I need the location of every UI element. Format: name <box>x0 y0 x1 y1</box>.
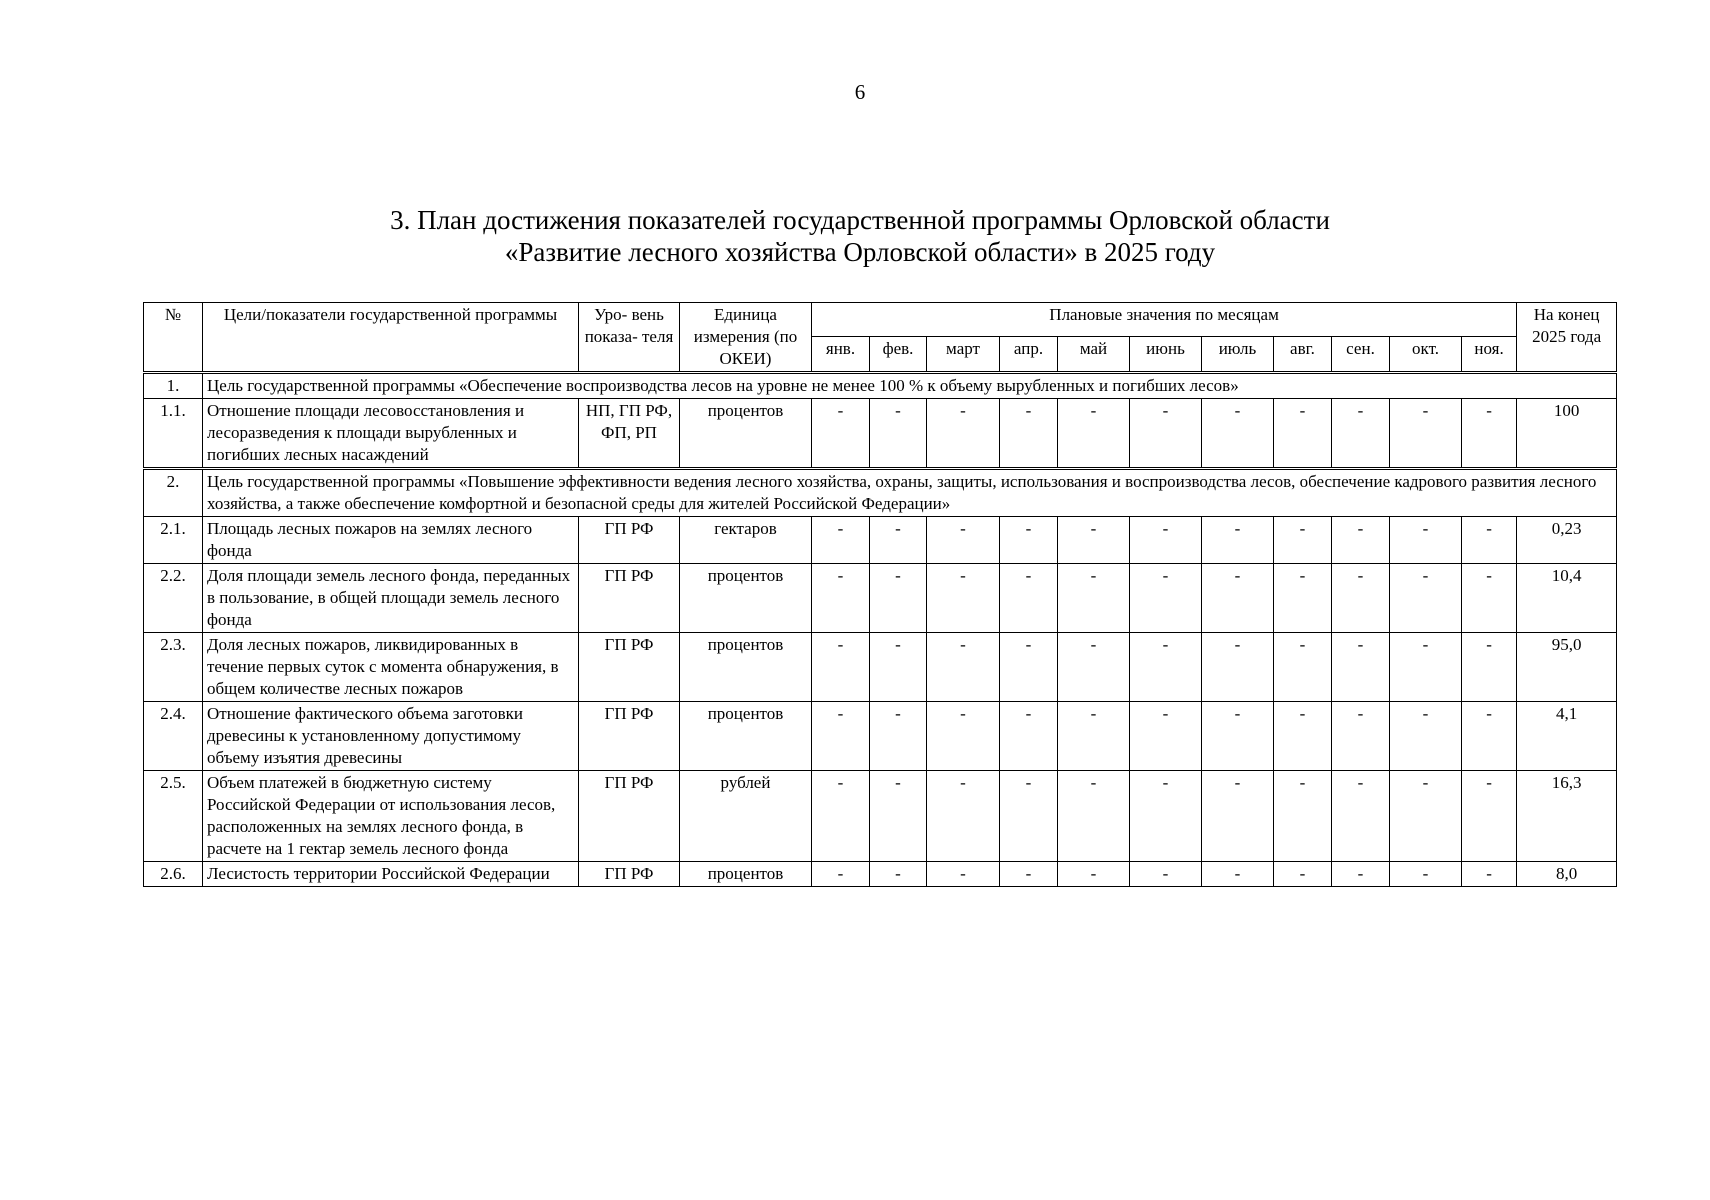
month-value: - <box>1058 862 1130 887</box>
row-number: 2.1. <box>144 517 203 564</box>
header-row <box>144 303 1617 337</box>
row-number: 1.1. <box>144 399 203 469</box>
month-value: - <box>1462 862 1517 887</box>
month-value: - <box>1130 399 1202 469</box>
month-value: - <box>870 564 927 633</box>
month-value: - <box>812 771 870 862</box>
month-value: - <box>1130 862 1202 887</box>
month-value: - <box>1130 633 1202 702</box>
indicator-level: ГП РФ <box>579 564 680 633</box>
document-title <box>0 204 1710 268</box>
indicator-name: Площадь лесных пожаров на землях лесного фонда <box>203 517 579 564</box>
row-number: 2.6. <box>144 862 203 887</box>
month-value: - <box>1390 564 1462 633</box>
month-value: - <box>1000 564 1058 633</box>
row-number: 1. <box>144 373 203 399</box>
month-value: - <box>1202 399 1274 469</box>
month-value: - <box>927 517 1000 564</box>
month-value: - <box>1332 399 1390 469</box>
indicator-unit: процентов <box>680 633 812 702</box>
month-value: - <box>1274 862 1332 887</box>
month-value: - <box>1332 564 1390 633</box>
header-month: апр. <box>1000 337 1058 373</box>
goal-text: Цель государственной программы «Повышение эффективности ведения лесного хозяйства, охраны, защиты, использования и воспроизводства лесов, обеспечение кадрового развития лесного хозяйства, а также обеспечение комфортной и безопасной среды для жителей Российской Федерации» <box>203 469 1617 517</box>
indicator-name: Отношение фактического объема заготовки древесины к установленному допустимому объему изъятия древесины <box>203 702 579 771</box>
month-value: - <box>812 633 870 702</box>
indicator-row <box>144 564 1617 633</box>
month-value: - <box>1274 702 1332 771</box>
year-end-value: 10,4 <box>1517 564 1617 633</box>
header-month: окт. <box>1390 337 1462 373</box>
month-value: - <box>870 517 927 564</box>
indicator-row <box>144 399 1617 469</box>
indicator-unit: процентов <box>680 702 812 771</box>
header-month: июнь <box>1130 337 1202 373</box>
goal-text: Цель государственной программы «Обеспечение воспроизводства лесов на уровне не менее 100 % к объему вырубленных и погибших лесов» <box>203 373 1617 399</box>
header-month: ноя. <box>1462 337 1517 373</box>
month-value: - <box>812 399 870 469</box>
month-value: - <box>1390 771 1462 862</box>
indicator-unit: рублей <box>680 771 812 862</box>
month-value: - <box>1390 399 1462 469</box>
month-value: - <box>1000 771 1058 862</box>
month-value: - <box>870 399 927 469</box>
month-value: - <box>927 399 1000 469</box>
header-goal: Цели/показатели государственной программы <box>203 303 579 373</box>
title-line-2: «Развитие лесного хозяйства Орловской области» в 2025 году <box>504 237 1216 267</box>
header-month: сен. <box>1332 337 1390 373</box>
month-value: - <box>1390 517 1462 564</box>
month-value: - <box>1462 633 1517 702</box>
header-month: янв. <box>812 337 870 373</box>
header-month: май <box>1058 337 1130 373</box>
goal-row <box>144 373 1617 399</box>
month-value: - <box>1058 771 1130 862</box>
month-value: - <box>927 564 1000 633</box>
indicator-level: ГП РФ <box>579 771 680 862</box>
row-number: 2.2. <box>144 564 203 633</box>
header-month: авг. <box>1274 337 1332 373</box>
month-value: - <box>870 702 927 771</box>
header-month: фев. <box>870 337 927 373</box>
month-value: - <box>1390 702 1462 771</box>
month-value: - <box>1274 771 1332 862</box>
indicator-row <box>144 771 1617 862</box>
indicator-unit: процентов <box>680 564 812 633</box>
year-end-value: 4,1 <box>1517 702 1617 771</box>
month-value: - <box>927 862 1000 887</box>
month-value: - <box>1000 399 1058 469</box>
indicator-name: Доля площади земель лесного фонда, переданных в пользование, в общей площади земель лесного фонда <box>203 564 579 633</box>
month-value: - <box>1332 517 1390 564</box>
month-value: - <box>927 633 1000 702</box>
month-value: - <box>1332 633 1390 702</box>
indicator-level: ГП РФ <box>579 517 680 564</box>
header-month: июль <box>1202 337 1274 373</box>
month-value: - <box>812 517 870 564</box>
year-end-value: 8,0 <box>1517 862 1617 887</box>
indicator-row <box>144 702 1617 771</box>
header-level: Уро- вень показа- теля <box>579 303 680 373</box>
month-value: - <box>1462 771 1517 862</box>
header-unit: Единица измерения (по ОКЕИ) <box>680 303 812 373</box>
indicator-name: Лесистость территории Российской Федерации <box>203 862 579 887</box>
month-value: - <box>1000 633 1058 702</box>
month-value: - <box>1332 702 1390 771</box>
row-number: 2.4. <box>144 702 203 771</box>
month-value: - <box>1202 517 1274 564</box>
indicator-unit: процентов <box>680 862 812 887</box>
indicator-level: ГП РФ <box>579 702 680 771</box>
month-value: - <box>1462 702 1517 771</box>
title-line-1: 3. План достижения показателей государственной программы Орловской области <box>390 205 1330 235</box>
month-value: - <box>1000 517 1058 564</box>
month-value: - <box>1202 771 1274 862</box>
header-planned-values: Плановые значения по месяцам <box>812 303 1517 337</box>
indicator-unit: гектаров <box>680 517 812 564</box>
month-value: - <box>1202 702 1274 771</box>
month-value: - <box>1130 702 1202 771</box>
page-number: 6 <box>854 80 866 104</box>
month-value: - <box>1462 517 1517 564</box>
goal-row <box>144 469 1617 517</box>
month-value: - <box>1274 517 1332 564</box>
month-value: - <box>812 862 870 887</box>
month-value: - <box>1130 564 1202 633</box>
month-value: - <box>1274 633 1332 702</box>
month-value: - <box>1130 517 1202 564</box>
row-number: 2.3. <box>144 633 203 702</box>
month-value: - <box>1202 862 1274 887</box>
row-number: 2.5. <box>144 771 203 862</box>
indicator-name: Объем платежей в бюджетную систему Российской Федерации от использования лесов, расположенных на землях лесного фонда, в расчете на 1 гектар земель лесного фонда <box>203 771 579 862</box>
month-value: - <box>1000 702 1058 771</box>
indicators-plan-table <box>143 302 1617 887</box>
indicator-level: НП, ГП РФ, ФП, РП <box>579 399 680 469</box>
month-value: - <box>812 564 870 633</box>
month-value: - <box>1058 399 1130 469</box>
month-value: - <box>927 771 1000 862</box>
indicator-row <box>144 517 1617 564</box>
header-year-end: На конец 2025 года <box>1517 303 1617 373</box>
month-value: - <box>1462 564 1517 633</box>
indicator-row <box>144 862 1617 887</box>
month-value: - <box>1000 862 1058 887</box>
year-end-value: 0,23 <box>1517 517 1617 564</box>
indicator-level: ГП РФ <box>579 862 680 887</box>
row-number: 2. <box>144 469 203 517</box>
indicator-name: Отношение площади лесовосстановления и лесоразведения к площади вырубленных и погибших лесных насаждений <box>203 399 579 469</box>
month-value: - <box>1390 862 1462 887</box>
month-value: - <box>870 771 927 862</box>
header-month: март <box>927 337 1000 373</box>
month-value: - <box>1274 564 1332 633</box>
month-value: - <box>1462 399 1517 469</box>
month-value: - <box>1058 702 1130 771</box>
year-end-value: 95,0 <box>1517 633 1617 702</box>
month-value: - <box>1130 771 1202 862</box>
month-value: - <box>1332 771 1390 862</box>
month-value: - <box>1058 564 1130 633</box>
month-value: - <box>870 633 927 702</box>
header-number: № <box>144 303 203 373</box>
month-value: - <box>870 862 927 887</box>
year-end-value: 100 <box>1517 399 1617 469</box>
indicator-row <box>144 633 1617 702</box>
year-end-value: 16,3 <box>1517 771 1617 862</box>
indicator-level: ГП РФ <box>579 633 680 702</box>
month-value: - <box>1274 399 1332 469</box>
month-value: - <box>812 702 870 771</box>
month-value: - <box>927 702 1000 771</box>
month-value: - <box>1202 564 1274 633</box>
month-value: - <box>1058 633 1130 702</box>
indicator-name: Доля лесных пожаров, ликвидированных в течение первых суток с момента обнаружения, в общем количестве лесных пожаров <box>203 633 579 702</box>
month-value: - <box>1332 862 1390 887</box>
month-value: - <box>1202 633 1274 702</box>
month-value: - <box>1390 633 1462 702</box>
month-value: - <box>1058 517 1130 564</box>
indicator-unit: процентов <box>680 399 812 469</box>
